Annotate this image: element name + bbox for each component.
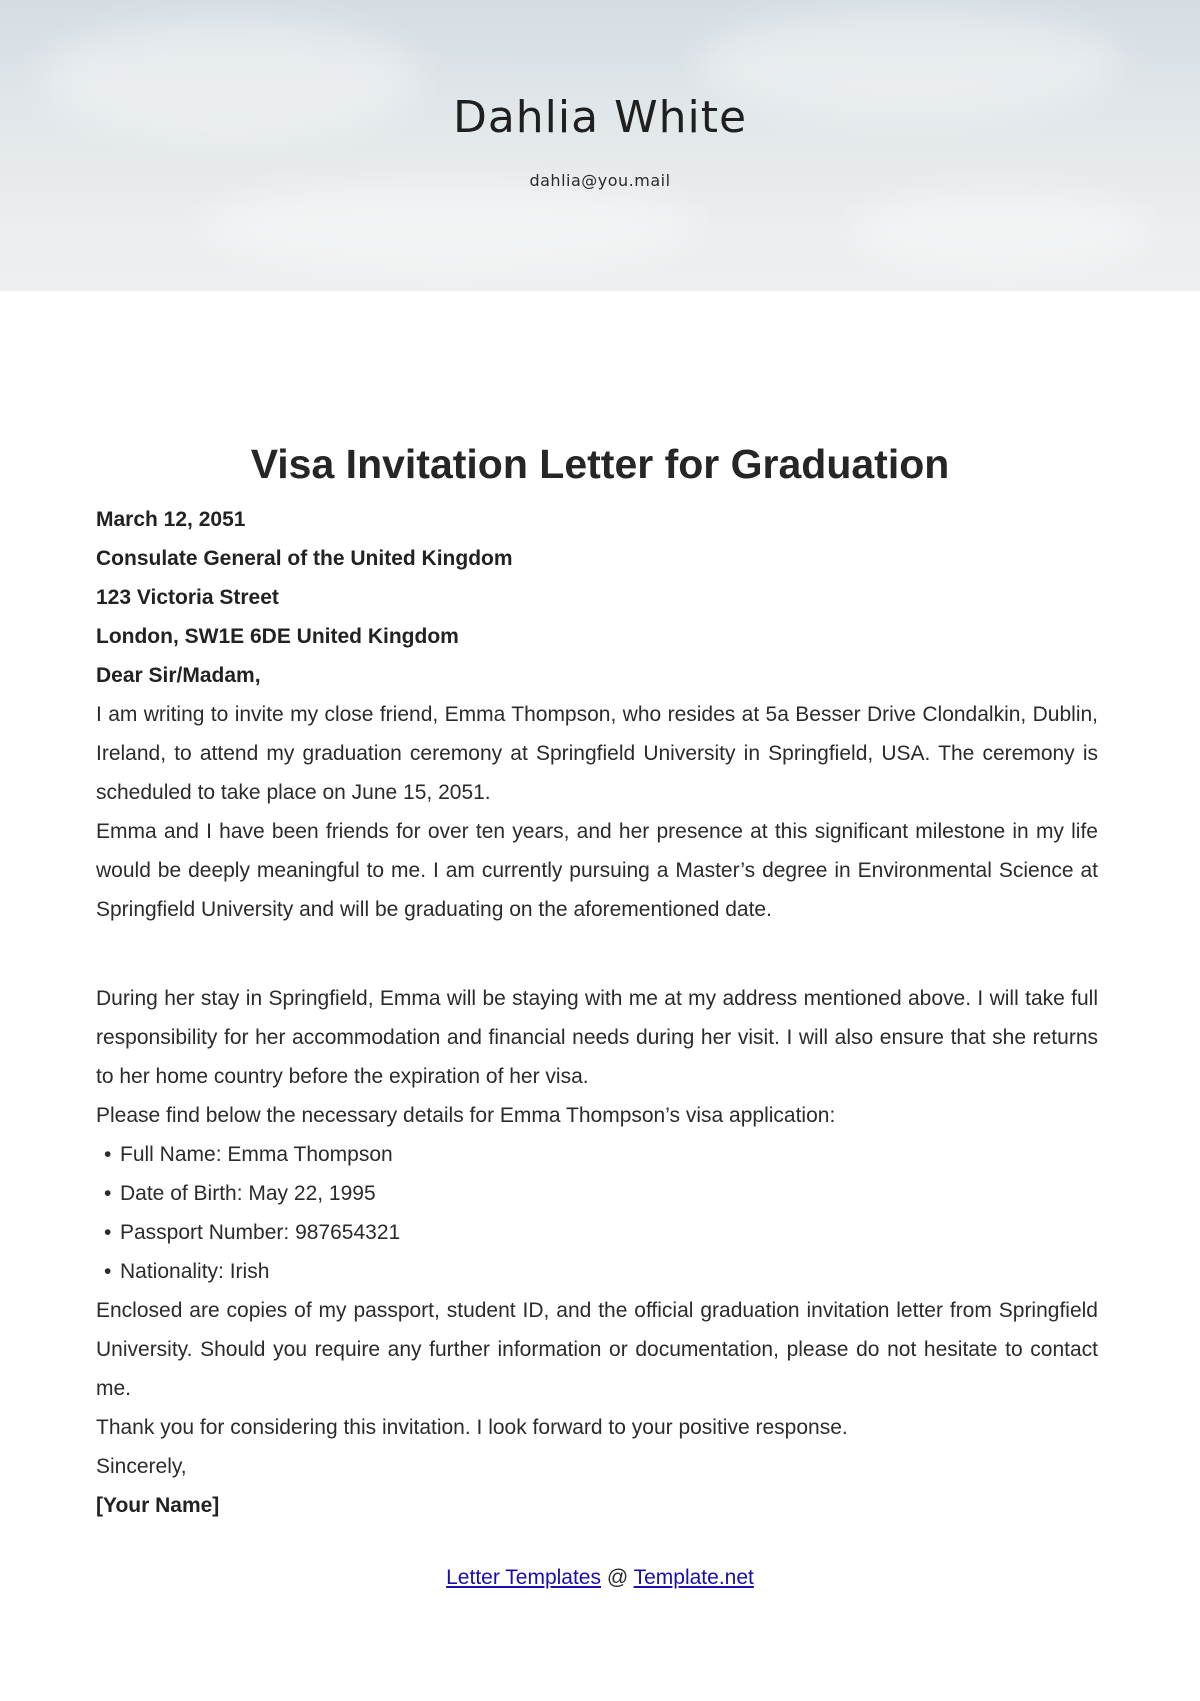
paragraph-spacer — [96, 929, 1098, 979]
page-title: Visa Invitation Letter for Graduation — [250, 441, 950, 487]
list-item — [96, 1213, 1098, 1252]
salutation: Dear Sir/Madam, — [96, 664, 261, 687]
list-item — [96, 1174, 1098, 1213]
template-net-link[interactable]: Template.net — [633, 1566, 754, 1589]
detail-date-of-birth: Date of Birth: May 22, 1995 — [120, 1182, 376, 1205]
footer-credit — [0, 1566, 1200, 1590]
bullet-icon: • — [104, 1143, 112, 1166]
paragraph-invitation: I am writing to invite my close friend, Emma Thompson, who resides at 5a Besser Drive Clondalkin, Dublin, Ireland, to attend my graduation ceremony at Springfield University in Springfield, USA. The ceremony is scheduled to take place on June 15, 2051. — [96, 703, 1098, 804]
detail-passport-number: Passport Number: 987654321 — [120, 1221, 401, 1244]
detail-full-name: Full Name: Emma Thompson — [120, 1143, 393, 1166]
paragraph-thanks: Thank you for considering this invitation. I look forward to your positive response. — [96, 1416, 848, 1439]
list-item — [96, 1252, 1098, 1291]
footer-separator: @ — [601, 1566, 634, 1589]
paragraph-enclosures: Enclosed are copies of my passport, student ID, and the official graduation invitation letter from Springfield University. Should you require any further information or documentation, please do not hesitate to contact me. — [96, 1299, 1098, 1400]
sender-email: dahlia@you.mail — [529, 171, 671, 190]
recipient-line-1: Consulate General of the United Kingdom — [96, 547, 513, 570]
header-banner — [0, 0, 1200, 291]
bullet-icon: • — [104, 1182, 112, 1205]
signature: [Your Name] — [96, 1494, 220, 1517]
paragraph-stay: During her stay in Springfield, Emma will be staying with me at my address mentioned above. I will take full responsibility for her accommodation and financial needs during her visit. I will also ensure that she returns to her home country before the expiration of her visa. — [96, 987, 1098, 1088]
details-intro: Please find below the necessary details for Emma Thompson’s visa application: — [96, 1104, 836, 1127]
recipient-line-2: 123 Victoria Street — [96, 586, 279, 609]
letter-body — [96, 500, 1098, 1525]
recipient-line-3: London, SW1E 6DE United Kingdom — [96, 625, 459, 648]
paragraph-friendship: Emma and I have been friends for over ten years, and her presence at this significant milestone in my life would be deeply meaningful to me. I am currently pursuing a Master’s degree in Environmental Science at Springfield University and will be graduating on the aforementioned date. — [96, 820, 1098, 921]
sender-name: Dahlia White — [452, 92, 748, 143]
closing: Sincerely, — [96, 1455, 187, 1478]
list-item — [96, 1135, 1098, 1174]
detail-nationality: Nationality: Irish — [120, 1260, 270, 1283]
details-list — [96, 1135, 1098, 1291]
bullet-icon: • — [104, 1221, 112, 1244]
letter-date: March 12, 2051 — [96, 508, 246, 531]
bullet-icon: • — [104, 1260, 112, 1283]
letter-templates-link[interactable]: Letter Templates — [446, 1566, 601, 1589]
